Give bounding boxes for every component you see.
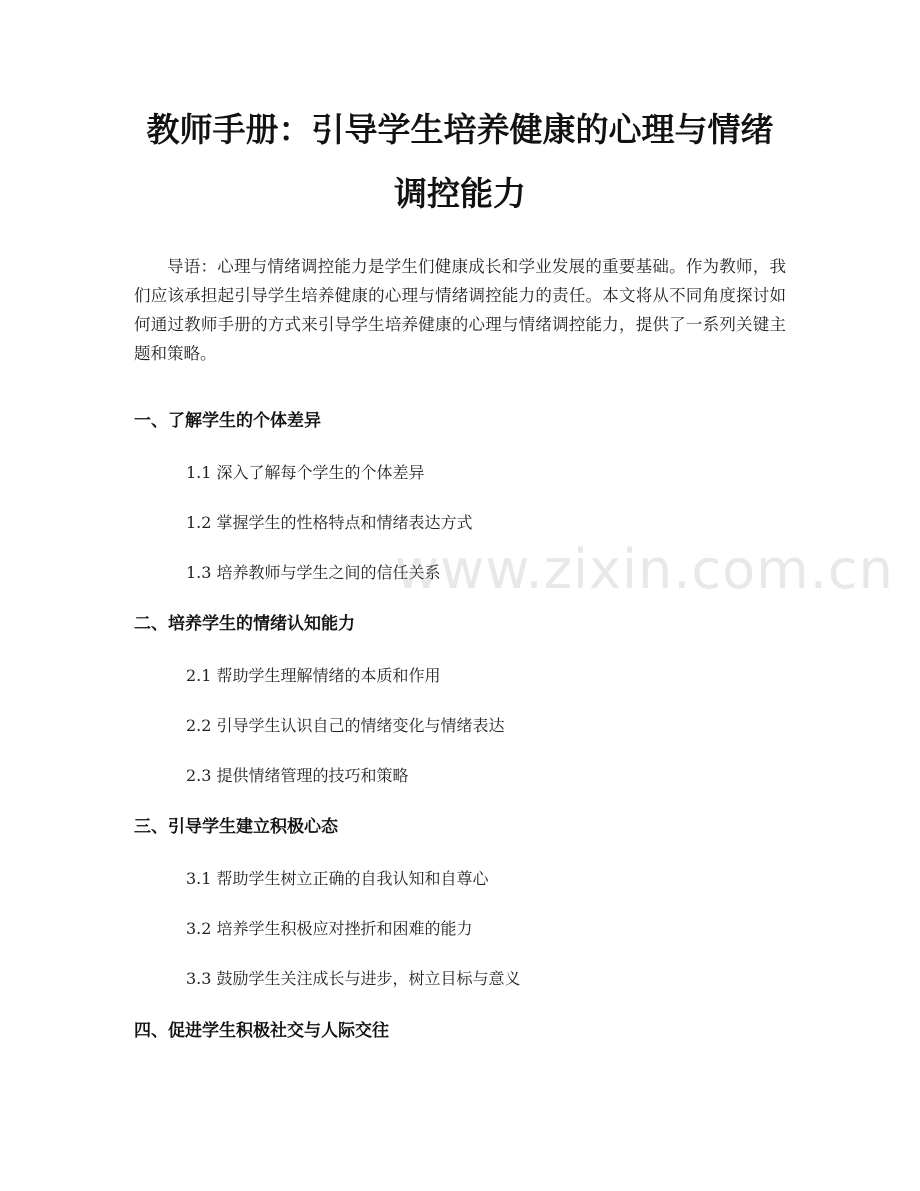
document-title-line-2: 调控能力 (394, 174, 526, 213)
watermark: www.zixin.com.cn (395, 538, 894, 601)
section-heading-4: 四、促进学生积极社交与人际交往 (134, 1021, 389, 1041)
section-heading-3: 三、引导学生建立积极心态 (134, 817, 338, 837)
document-title-line-1: 教师手册：引导学生培养健康的心理与情绪 (146, 110, 774, 149)
intro-paragraph: 导语：心理与情绪调控能力是学生们健康成长和学业发展的重要基础。作为教师，我们应该承担起引导学生培养健康的心理与情绪调控能力的责任。本文将从不同角度探讨如何通过教师手册的方式来引导学生培养健康的心理与情绪调控能力，提供了一系列关键主题和策略。 (134, 257, 786, 363)
section-1-item-3: 1.3 培养教师与学生之间的信任关系 (186, 563, 441, 582)
section-1-item-2: 1.2 掌握学生的性格特点和情绪表达方式 (186, 513, 473, 532)
section-heading-2: 二、培养学生的情绪认知能力 (134, 614, 355, 634)
section-heading-1: 一、了解学生的个体差异 (134, 411, 321, 431)
section-1-item-1: 1.1 深入了解每个学生的个体差异 (186, 463, 425, 482)
section-2-item-1: 2.1 帮助学生理解情绪的本质和作用 (186, 666, 441, 685)
section-2-item-2: 2.2 引导学生认识自己的情绪变化与情绪表达 (186, 716, 505, 735)
section-3-item-3: 3.3 鼓励学生关注成长与进步，树立目标与意义 (186, 969, 521, 988)
section-3-item-1: 3.1 帮助学生树立正确的自我认知和自尊心 (186, 869, 489, 888)
section-2-item-3: 2.3 提供情绪管理的技巧和策略 (186, 766, 409, 785)
section-3-item-2: 3.2 培养学生积极应对挫折和困难的能力 (186, 919, 473, 938)
